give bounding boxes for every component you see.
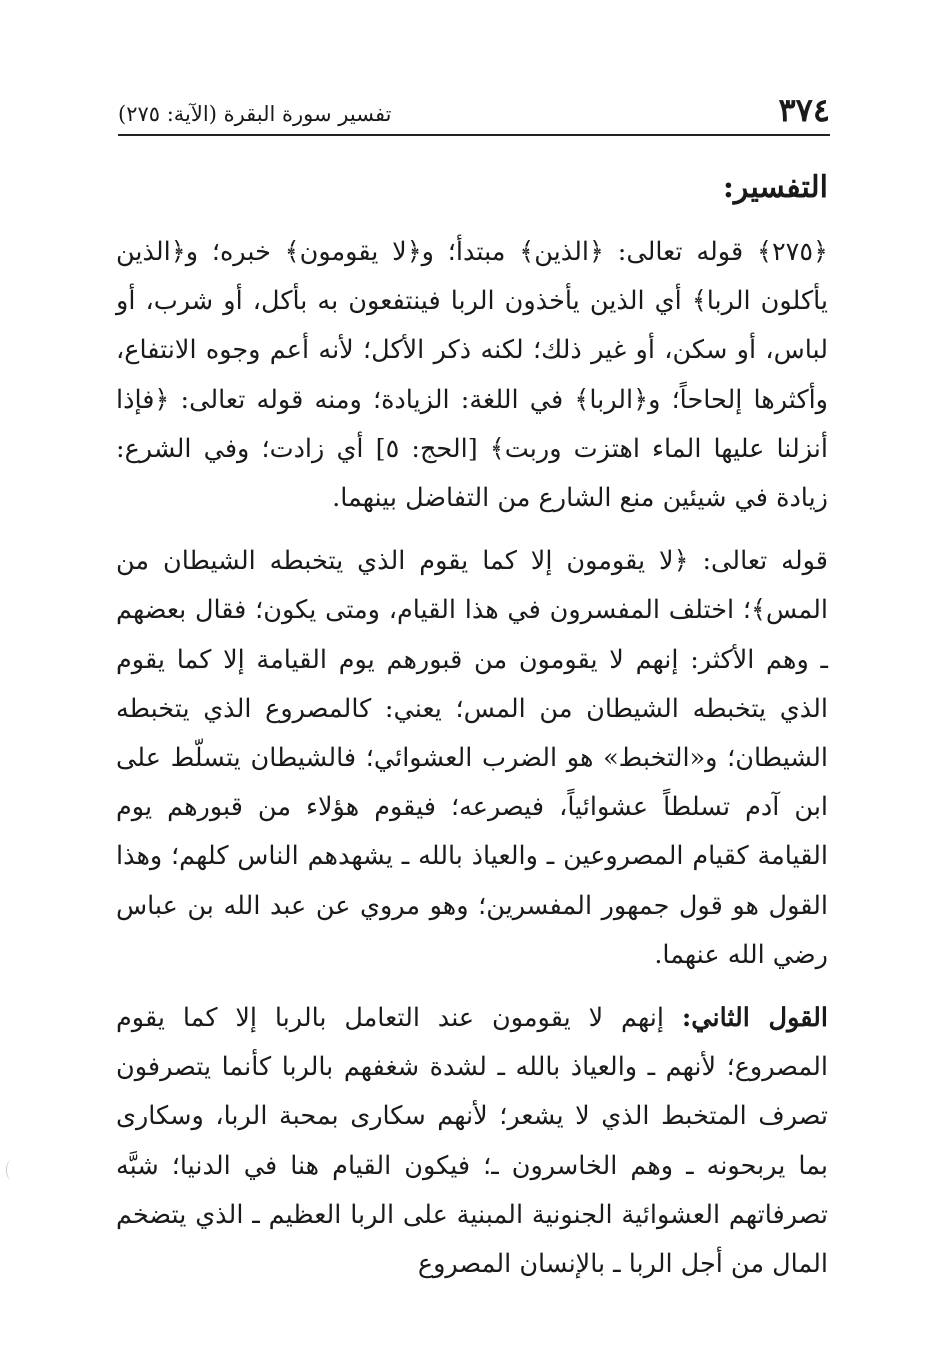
page-header xyxy=(118,86,830,130)
page-body xyxy=(116,160,828,1303)
running-title: تفسير سورة البقرة (الآية: ٢٧٥) xyxy=(118,102,392,126)
paragraph-1 xyxy=(116,228,828,523)
paragraph-lead: القول الثاني: xyxy=(681,1003,829,1034)
paragraph-2 xyxy=(116,537,828,980)
paragraph-text: قوله تعالى: ﴿لا يقومون إلا كما يقوم الذي يتخبطه الشيطان من المس﴾؛ اختلف المفسرون في هذا القيام، ومتى يكون؛ فقال بعضهم ـ وهم الأكثر: إنهم لا يقومون من قبورهم يوم القيامة إلا كما يقوم الذي يتخبطه الشيطان من المس؛ يعني: كالمصروع الذي يتخبطه الشيطان؛ و«التخبط» هو الضرب العشوائي؛ فالشيطان يتسلّط على ابن آدم تسلطاً عشوائياً، فيصرعه؛ فيقوم هؤلاء من قبورهم يوم القيامة كقيام المصروعين ـ والعياذ بالله ـ يشهدهم الناس كلهم؛ وهذا القول هو قول جمهور المفسرين؛ وهو مروي عن عبد الله بن عباس رضي الله عنهما. xyxy=(116,546,828,970)
page-number: ٣٧٤ xyxy=(778,91,830,129)
header-divider xyxy=(118,134,830,136)
section-title: التفسير: xyxy=(722,170,828,205)
paragraph-text: إنهم لا يقومون عند التعامل بالربا إلا كما يقوم المصروع؛ لأنهم ـ والعياذ بالله ـ لشدة شغفهم بالربا كأنما يتصرفون تصرف المتخبط الذي لا يشعر؛ لأنهم سكارى بمحبة الربا، وسكارى بما يربحونه ـ وهم الخاسرون ـ؛ فيكون القيام هنا في الدنيا؛ شبَّه تصرفاتهم العشوائية الجنونية المبنية على الربا العظيم ـ الذي يتضخم المال من أجل الربا ـ بالإنسان المصروع xyxy=(116,1003,828,1280)
margin-mark xyxy=(6,1160,17,1180)
paragraph-3 xyxy=(116,994,828,1289)
paragraph-text: ﴿٢٧٥﴾ قوله تعالى: ﴿الذين﴾ مبتدأ؛ و﴿لا يقومون﴾ خبره؛ و﴿الذين يأكلون الربا﴾ أي الذين يأخذون الربا فينتفعون به بأكل، أو شرب، أو لباس، أو سكن، أو غير ذلك؛ لكنه ذكر الأكل؛ لأنه أعم وجوه الانتفاع، وأكثرها إلحاحاً؛ و﴿الربا﴾ في اللغة: الزيادة؛ ومنه قوله تعالى: ﴿فإذا أنزلنا عليها الماء اهتزت وربت﴾ [الحج: ٥] أي زادت؛ وفي الشرع: زيادة في شيئين منع الشارع من التفاضل بينهما. xyxy=(116,237,828,514)
